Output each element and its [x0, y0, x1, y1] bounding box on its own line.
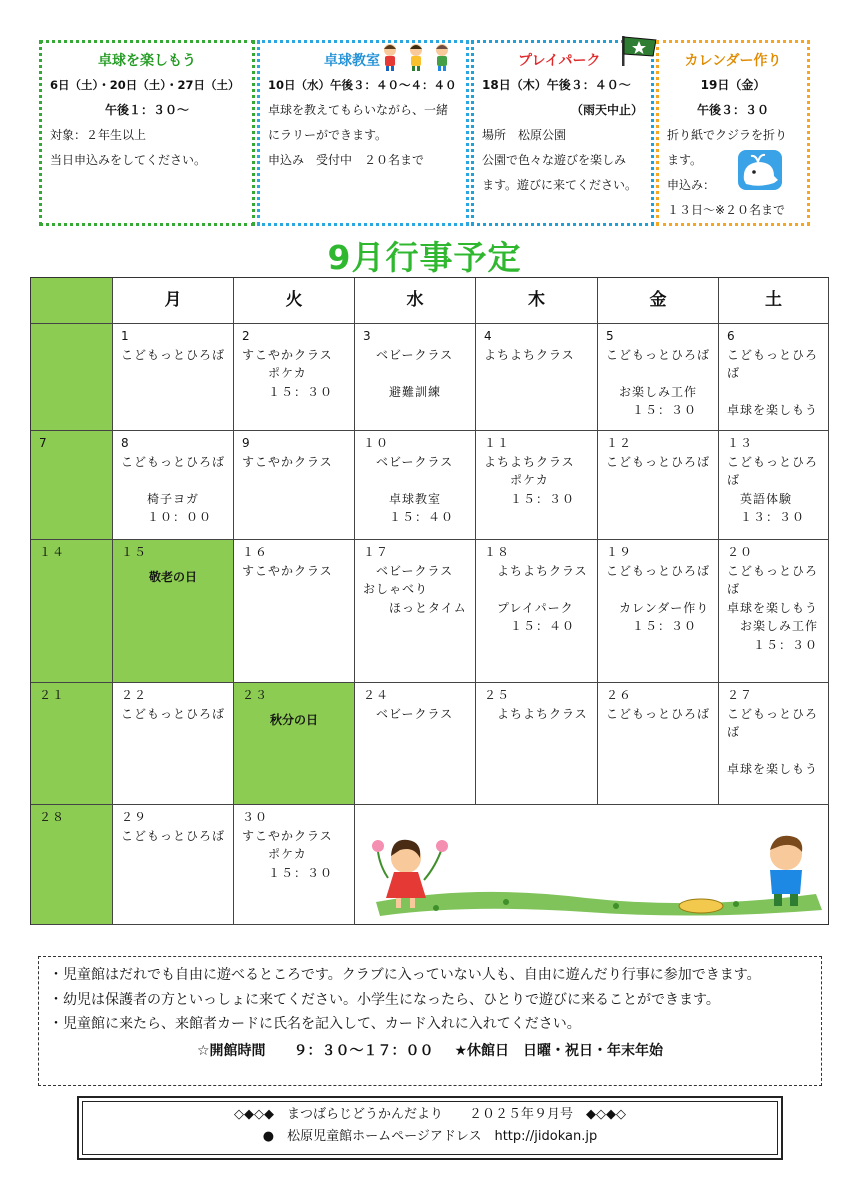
- day-number: １８: [484, 545, 511, 559]
- day-number: 4: [484, 329, 493, 343]
- event-text: こどもっとひろば 椅子ヨガ １０：００: [121, 454, 226, 524]
- info-line-2: ・幼児は保護者の方といっしょに来てください。小学生になったら、ひとりで遊びに来ることができます。: [49, 991, 720, 1008]
- hours-row: [49, 1039, 811, 1064]
- calendar-day-cell: [234, 324, 355, 431]
- calendar-make-box: [656, 40, 810, 226]
- calendar-day-cell: [598, 540, 719, 683]
- event-text: よちよちクラス: [484, 706, 588, 721]
- calendar-day-cell: [355, 683, 476, 805]
- calendar-day-cell: [113, 805, 234, 925]
- pingpong-fun-dates: 6日（土）・20日（土）・27日（土）: [50, 78, 240, 92]
- weekday-header-cell: 火: [234, 278, 355, 324]
- calendar-day-cell: [113, 683, 234, 805]
- holiday-label: 敬老の日: [148, 569, 197, 584]
- sunday-header-cell: [31, 278, 113, 324]
- weekday-header-cell: 月: [113, 278, 234, 324]
- play-park-place: 場所 松原公園: [482, 128, 567, 142]
- day-number: ２３: [242, 688, 269, 702]
- day-number: 5: [606, 329, 615, 343]
- calendar-day-cell: [476, 683, 598, 805]
- pingpong-class-desc1: 卓球を教えてもらいながら、一緒: [268, 103, 449, 117]
- calendar-make-title: カレンダー作り: [684, 53, 782, 69]
- calendar-day-cell: [234, 431, 355, 540]
- day-number: ２６: [606, 688, 633, 702]
- event-text: ベビークラス: [363, 706, 454, 721]
- footer-line-1: ◇◆◇◆ まつばらじどうかんだより ２０２５年９月号 ◆◇◆◇: [234, 1107, 626, 1122]
- calendar-day-cell: [719, 540, 829, 683]
- day-number: 6: [727, 329, 736, 343]
- info-box: [38, 956, 822, 1086]
- day-number: 8: [121, 436, 130, 450]
- day-number: １７: [363, 545, 390, 559]
- event-text: こどもっとひろ ば 卓球を楽しもう お楽しみ工作 １５：３０: [727, 563, 819, 652]
- play-park-title: プレイパーク: [518, 53, 601, 69]
- sunday-cell: 7: [31, 431, 113, 540]
- pingpong-class-title: 卓球教室: [324, 53, 380, 69]
- day-number: １９: [606, 545, 633, 559]
- sunday-cell: [31, 324, 113, 431]
- newsletter-footer: [77, 1096, 783, 1160]
- opening-hours: ☆開館時間 ９：３０～１７：００: [197, 1042, 434, 1059]
- day-number: １３: [727, 436, 754, 450]
- event-text: こどもっとひろ ば 卓球を楽しもう: [727, 706, 819, 776]
- pingpong-fun-title: 卓球を楽しもう: [98, 53, 196, 69]
- calendar-day-cell: [113, 540, 234, 683]
- event-text: すこやかクラス ポケカ １５：３０: [242, 347, 334, 399]
- pingpong-class-apply: 申込み 受付中 ２０名まで: [268, 153, 425, 167]
- event-text: こどもっとひろば: [121, 828, 226, 843]
- event-text: よちよちクラス プレイパーク １５：４０: [497, 563, 588, 633]
- calendar-day-cell: [355, 431, 476, 540]
- day-number: １０: [363, 436, 390, 450]
- children-playing-illustration: [356, 806, 828, 924]
- day-number: １６: [242, 545, 269, 559]
- calendar-day-cell: [476, 540, 598, 683]
- day-number: １２: [606, 436, 633, 450]
- calendar-day-cell: [719, 683, 829, 805]
- month-title: 9月行事予定: [327, 238, 522, 277]
- footer-line-2: ● 松原児童館ホームページアドレス http://jidokan.jp: [262, 1129, 598, 1144]
- pingpong-fun-note: 当日申込みをしてください。: [50, 153, 207, 167]
- calendar-day-cell: [476, 324, 598, 431]
- whale-icon: [738, 150, 782, 190]
- play-park-desc2: ます。遊びに来てください。: [482, 178, 638, 192]
- calendar-day-cell: [113, 431, 234, 540]
- calendar-day-cell: [719, 431, 829, 540]
- day-number: 2: [242, 329, 251, 343]
- calendar-day-cell: [355, 324, 476, 431]
- play-park-box: [471, 40, 654, 226]
- calendar-day-cell: [234, 683, 355, 805]
- event-text: よちよちクラス: [484, 347, 575, 362]
- sunday-cell: １４: [31, 540, 113, 683]
- day-number: ２９: [121, 810, 148, 824]
- calendar-day-cell: [598, 324, 719, 431]
- event-text: こどもっとひろば カレンダー作り １５：３０: [606, 563, 711, 633]
- closed-days: ★休館日 日曜・祝日・年末年始: [454, 1042, 663, 1059]
- event-text: こどもっとひろば: [121, 706, 226, 721]
- calendar-make-apply-label: 申込み：: [667, 178, 716, 192]
- calendar-make-desc1: 折り紙でクジラを折り: [667, 128, 788, 142]
- flag-icon: [619, 34, 659, 66]
- event-text: こどもっとひろば お楽しみ工作 １５：３０: [606, 347, 711, 417]
- kids-icon: [378, 42, 458, 72]
- event-text: こどもっとひろば: [121, 347, 226, 362]
- pingpong-class-datetime: 10日（水）午後３：４０～４：４０: [268, 78, 457, 92]
- sunday-cell: ２８: [31, 805, 113, 925]
- event-text: こどもっとひろば: [606, 706, 711, 721]
- weekday-header-cell: 金: [598, 278, 719, 324]
- event-text: ベビークラス 避難訓練: [376, 347, 454, 399]
- weekday-header-cell: 水: [355, 278, 476, 324]
- event-text: すこやかクラス: [242, 563, 333, 578]
- calendar-day-cell: [719, 324, 829, 431]
- calendar-day-cell: [598, 683, 719, 805]
- calendar-make-time: 午後３：３０: [696, 103, 769, 117]
- calendar-day-cell: [234, 540, 355, 683]
- day-number: ２５: [484, 688, 511, 702]
- event-text: ベビークラス 卓球教室 １５：４０: [376, 454, 455, 524]
- day-number: ２７: [727, 688, 754, 702]
- day-number: 9: [242, 436, 251, 450]
- event-text: よちよちクラス ポケカ １５：３０: [484, 454, 576, 506]
- weekday-header-cell: 土: [719, 278, 829, 324]
- day-number: ２４: [363, 688, 390, 702]
- play-park-datetime: 18日（木）午後３：４０～: [482, 78, 631, 92]
- pingpong-fun-target: 対象：２年生以上: [50, 128, 147, 142]
- holiday-label: 秋分の日: [269, 712, 318, 727]
- calendar-day-cell: [355, 540, 476, 683]
- pingpong-class-desc2: にラリーができます。: [268, 128, 388, 142]
- day-number: １１: [484, 436, 511, 450]
- calendar-day-cell: [113, 324, 234, 431]
- day-number: １５: [121, 545, 148, 559]
- sunday-cell: ２１: [31, 683, 113, 805]
- weekday-header-cell: 木: [476, 278, 598, 324]
- play-park-rain: （雨天中止）: [570, 103, 643, 117]
- play-park-desc1: 公園で色々な遊びを楽しみ: [482, 153, 627, 167]
- event-text: すこやかクラス: [242, 454, 333, 469]
- day-number: 1: [121, 329, 130, 343]
- day-number: ３０: [242, 810, 269, 824]
- event-text: ベビークラス おしゃべり ほっとタイム: [363, 563, 467, 615]
- info-line-1: ・児童館はだれでも自由に遊べるところです。クラブに入っていない人も、自由に遊んだり行事に参加できます。: [49, 967, 761, 983]
- event-text: こどもっとひろば: [606, 454, 711, 469]
- calendar-make-desc2: ます。: [667, 153, 703, 167]
- event-text: こどもっとひろ ば 卓球を楽しもう: [727, 347, 819, 417]
- calendar-day-cell: [476, 431, 598, 540]
- pingpong-fun-box: [39, 40, 255, 226]
- calendar-make-apply: １３日～※２０名まで: [667, 203, 786, 217]
- day-number: ２２: [121, 688, 148, 702]
- day-number: 3: [363, 329, 372, 343]
- day-number: ２０: [727, 545, 754, 559]
- event-text: すこやかクラス ポケカ １５：３０: [242, 828, 334, 880]
- calendar-day-cell: [598, 431, 719, 540]
- calendar-make-date: 19日（金）: [700, 78, 766, 92]
- calendar-day-cell: [234, 805, 355, 925]
- pingpong-fun-time: 午後１：３０～: [104, 103, 189, 117]
- event-text: こどもっとひろ ば 英語体験 １３：３０: [727, 454, 819, 524]
- info-line-3: ・児童館に来たら、来館者カードに氏名を記入して、カード入れに入れてください。: [49, 1016, 581, 1032]
